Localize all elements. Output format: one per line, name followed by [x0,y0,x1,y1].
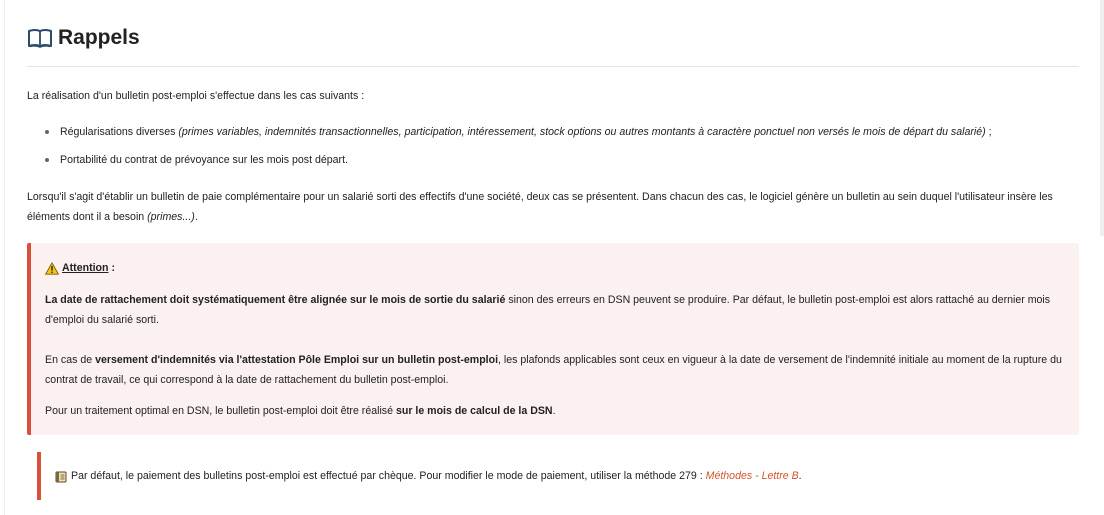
attention-paragraph-1 [45,290,1065,330]
list-item-italic: (primes variables, indemnités transactionnelles, participation, intéressement, stock options ou autres montants à caractère ponctuel non versés le mois de départ du salarié) [178,126,986,138]
bullet-icon [45,130,49,134]
list-item-text: Portabilité du contrat de prévoyance sur les mois post départ. [60,154,348,166]
scrollbar-track[interactable] [1100,0,1104,236]
list-item-suffix: ; [985,126,992,138]
complementary-payslip-paragraph [27,187,1079,227]
open-book-icon [27,27,53,49]
list-item-text: Régularisations diverses [60,126,179,138]
note-icon [55,470,67,482]
list-item [27,122,992,150]
title-divider [27,66,1079,67]
left-border [4,0,5,515]
attention-paragraph-3 [45,401,1065,421]
attention-header [45,258,1065,278]
methodes-lettre-b-link[interactable]: Méthodes - Lettre B [705,470,799,482]
intro-text: La réalisation d'un bulletin post-emploi s'effectue dans les cas suivants : [27,90,365,102]
attention-paragraph-2 [45,350,1065,390]
list-item [27,150,992,178]
note-callout [37,452,1079,500]
reasons-list [27,122,992,178]
attention-callout [27,243,1079,435]
attention-p1-text: sinon des erreurs en DSN peuvent se produire. Par défaut, le bulletin post-emploi est alors rattaché au dernier mois d'emploi du salarié sorti. [45,294,1051,326]
paragraph-italic: (primes...) [147,211,195,223]
warning-icon [45,262,59,275]
page-title-text: Rappels [58,26,140,49]
attention-p3-end: . [552,405,556,417]
page-title [27,26,140,50]
note-body: Par défaut, le paiement des bulletins post-emploi est effectué par chèque. Pour modifier le mode de paiement, utiliser la méthode 279 : [71,470,706,482]
bullet-icon [45,158,49,162]
attention-p3-start: Pour un traitement optimal en DSN, le bulletin post-emploi doit être réalisé [45,405,396,417]
attention-label: Attention [62,262,109,274]
paragraph-suffix: . [194,211,198,223]
attention-p1-bold: La date de rattachement doit systématiquement être alignée sur le mois de sortie du salarié [45,294,506,306]
attention-p2-start: En cas de [45,354,96,366]
attention-p2-text: , les plafonds applicables sont ceux en vigueur à la date de versement de l'indemnité initiale au moment de la rupture du contrat de travail, ce qui correspond à la date de rattachement du bulletin post-emploi. [45,354,1062,386]
paragraph-text: Lorsqu'il s'agit d'établir un bulletin de paie complémentaire pour un salarié sorti des effectifs d'une société, deux cas se présentent. Dans chacun des cas, le logiciel génère un bulletin au sein duquel l'utilisateur insère les éléments dont il a besoin [27,191,1053,223]
note-text [71,466,802,486]
attention-p2-bold: versement d'indemnités via l'attestation Pôle Emploi sur un bulletin post-emploi [95,354,499,366]
attention-p3-bold: sur le mois de calcul de la DSN [395,405,553,417]
attention-colon: : [111,262,116,274]
note-suffix: . [798,470,802,482]
